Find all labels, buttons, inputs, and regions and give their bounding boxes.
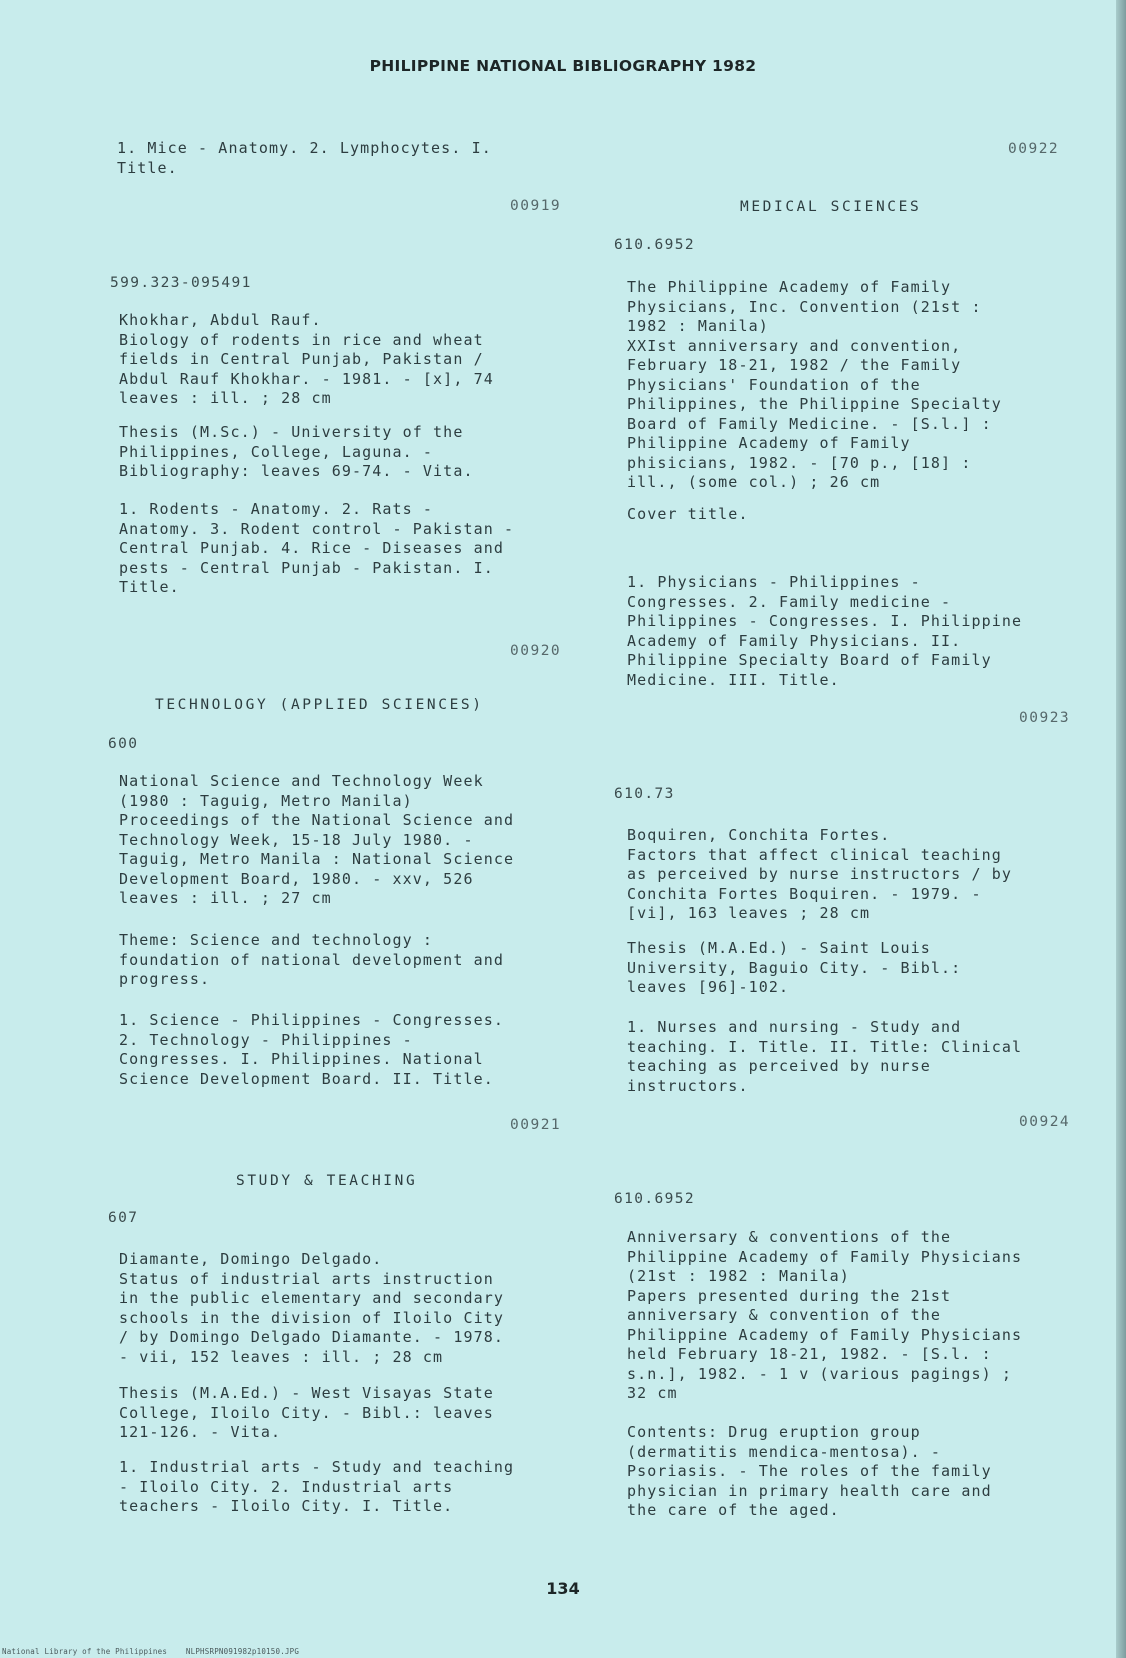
entry-919-classification: 599.323-095491: [110, 275, 252, 291]
entry-922-classification: 610.6952: [614, 237, 696, 253]
entry-923-subjects: 1. Nurses and nursing - Study and teaching. I. Title. II. Title: Clinical teaching as perceived by nurse instructors.: [627, 1018, 1023, 1095]
page-edge-shadow: [1116, 0, 1126, 1658]
entry-924-classification: 610.6952: [614, 1191, 696, 1207]
page-number: 134: [546, 1579, 580, 1598]
entry-920-description: National Science and Technology Week (1980 : Taguig, Metro Manila) Proceedings of the National Science and Technology Week, 15-18 July 1980. - Taguig, Metro Manila : National Science Development Board, 1980. - xxv, 526 leaves : ill. ; 27 cm: [119, 772, 515, 907]
entry-923-description: Boquiren, Conchita Fortes. Factors that affect clinical teaching as perceived by nurse instructors / by Conchita Fortes Boquiren. - 1979. - [vi], 163 leaves ; 28 cm: [627, 826, 1012, 922]
entry-919-number: 00919: [510, 198, 562, 214]
entry-920-number: 00920: [510, 643, 562, 659]
entry-920-notes: Theme: Science and technology : foundation of national development and progress.: [119, 931, 504, 988]
entry-920-subjects: 1. Science - Philippines - Congresses. 2. Technology - Philippines - Congresses. I. Philippines. National Science Development Board. II. Title.: [119, 1011, 504, 1088]
scan-footer: National Library of the Philippines NLPHSRPN091982p10150.JPG: [2, 1647, 300, 1656]
entry-921-notes: Thesis (M.A.Ed.) - West Visayas State College, Iloilo City. - Bibl.: leaves 121-126. - Vita.: [119, 1384, 494, 1441]
entry-921-section-heading: STUDY & TEACHING: [236, 1173, 418, 1189]
entry-922-subjects: 1. Physicians - Philippines - Congresses. 2. Family medicine - Philippines - Congresses. I. Philippine Academy of Family Physicians. II. Philippine Specialty Board of Family Medicine. III. Title.: [627, 573, 1023, 689]
entry-920-classification: 600: [108, 736, 139, 752]
entry-921-classification: 607: [108, 1210, 139, 1226]
page-header: PHILIPPINE NATIONAL BIBLIOGRAPHY 1982: [369, 57, 757, 75]
entry-920-section-heading: TECHNOLOGY (APPLIED SCIENCES): [155, 697, 484, 713]
entry-922-notes: Cover title.: [627, 505, 749, 523]
entry-919-subjects: 1. Rodents - Anatomy. 2. Rats - Anatomy. 3. Rodent control - Pakistan - Central Punjab. 4. Rice - Diseases and pests - Central Punjab - Pakistan. I. Title.: [119, 500, 515, 596]
entry-924-number: 00924: [1019, 1114, 1071, 1130]
entry-923-number: 00923: [1019, 710, 1071, 726]
entry-918-subjects: 1. Mice - Anatomy. 2. Lymphocytes. I. Title.: [117, 139, 492, 177]
entry-924-contents: Contents: Drug eruption group (dermatitis mendica-mentosa). - Psoriasis. - The roles of the family physician in primary health care and the care of the aged.: [627, 1423, 992, 1519]
entry-919-notes: Thesis (M.Sc.) - University of the Philippines, College, Laguna. - Bibliography: leaves 69-74. - Vita.: [119, 423, 474, 480]
entry-921-number: 00921: [510, 1117, 562, 1133]
entry-922-section-heading: MEDICAL SCIENCES: [740, 199, 922, 215]
entry-924-description: Anniversary & conventions of the Philippine Academy of Family Physicians (21st : 1982 : Manila) Papers presented during the 21st anniversary & convention of the Philippine Academy of Family Physicians held February 18-21, 1982. - [S.l. : s.n.], 1982. - 1 v (various pagings) ; 32 cm: [627, 1228, 1023, 1402]
entry-921-description: Diamante, Domingo Delgado. Status of industrial arts instruction in the public elementary and secondary schools in the division of Iloilo City / by Domingo Delgado Diamante. - 1978. - vii, 152 leaves : ill. ; 28 cm: [119, 1250, 504, 1366]
entry-922-number: 00922: [1008, 141, 1060, 157]
entry-922-description: The Philippine Academy of Family Physicians, Inc. Convention (21st : 1982 : Manila) XXIst anniversary and convention, February 18-21, 1982 / the Family Physicians' Foundation of the Philippines, the Philippine Specialty Board of Family Medicine. - [S.l.] : Philippine Academy of Family phisicians, 1982. - [70 p., [18] : ill., (some col.) ; 26 cm: [627, 278, 1002, 491]
entry-921-subjects: 1. Industrial arts - Study and teaching - Iloilo City. 2. Industrial arts teachers - Iloilo City. I. Title.: [119, 1458, 515, 1515]
entry-923-notes: Thesis (M.A.Ed.) - Saint Louis University, Baguio City. - Bibl.: leaves [96]-102.: [627, 939, 962, 996]
entry-919-description: Khokhar, Abdul Rauf. Biology of rodents in rice and wheat fields in Central Punjab, Pakistan / Abdul Rauf Khokhar. - 1981. - [x], 74 leaves : ill. ; 28 cm: [119, 311, 494, 407]
entry-923-classification: 610.73: [614, 786, 675, 802]
